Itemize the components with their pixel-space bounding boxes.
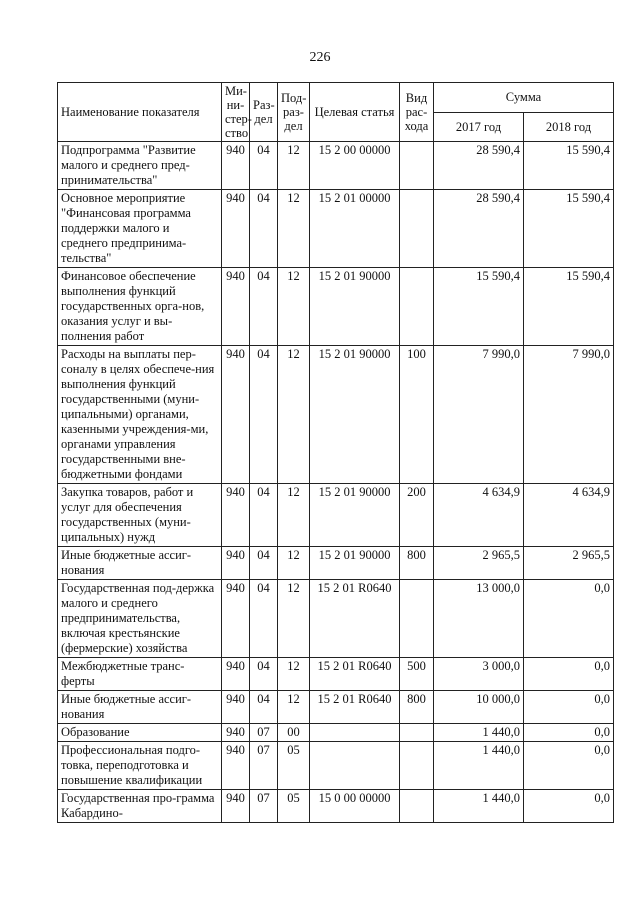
header-sum: Сумма — [434, 83, 614, 113]
cell-sum-2018: 7 990,0 — [524, 346, 614, 484]
cell-expense-type — [400, 724, 434, 742]
cell-target-article: 15 2 00 00000 — [310, 142, 400, 190]
cell-expense-type: 800 — [400, 691, 434, 724]
cell-sum-2017: 1 440,0 — [434, 742, 524, 790]
cell-expense-type: 200 — [400, 484, 434, 547]
cell-subsection: 00 — [278, 724, 310, 742]
cell-target-article: 15 2 01 R0640 — [310, 658, 400, 691]
header-year-2018: 2018 год — [524, 112, 614, 142]
header-target-article: Целевая статья — [310, 83, 400, 142]
cell-section: 04 — [250, 142, 278, 190]
cell-subsection: 12 — [278, 484, 310, 547]
cell-target-article: 15 2 01 90000 — [310, 346, 400, 484]
cell-name: Государственная под-держка малого и среднего предпринимательства, включая крестьянские (фермерские) хозяйства — [58, 580, 222, 658]
cell-section: 04 — [250, 658, 278, 691]
table-row — [58, 547, 614, 580]
cell-expense-type: 100 — [400, 346, 434, 484]
cell-ministry: 940 — [222, 742, 250, 790]
header-name: Наименование показателя — [58, 83, 222, 142]
cell-section: 04 — [250, 268, 278, 346]
cell-subsection: 12 — [278, 691, 310, 724]
cell-sum-2017: 13 000,0 — [434, 580, 524, 658]
cell-name: Профессиональная подго-товка, переподготовка и повышение квалификации — [58, 742, 222, 790]
table-header — [58, 83, 614, 142]
cell-sum-2018: 0,0 — [524, 580, 614, 658]
cell-sum-2017: 28 590,4 — [434, 142, 524, 190]
cell-sum-2018: 4 634,9 — [524, 484, 614, 547]
cell-sum-2017: 4 634,9 — [434, 484, 524, 547]
table-row — [58, 724, 614, 742]
cell-section: 07 — [250, 724, 278, 742]
cell-expense-type — [400, 790, 434, 823]
table-row — [58, 742, 614, 790]
cell-sum-2017: 15 590,4 — [434, 268, 524, 346]
cell-ministry: 940 — [222, 691, 250, 724]
cell-expense-type — [400, 268, 434, 346]
cell-name: Основное мероприятие "Финансовая программа поддержки малого и среднего предпринима-тельства" — [58, 190, 222, 268]
cell-section: 07 — [250, 742, 278, 790]
cell-sum-2018: 0,0 — [524, 724, 614, 742]
header-section: Раз-дел — [250, 83, 278, 142]
cell-name: Финансовое обеспечение выполнения функций государственных орга-нов, оказания услуг и вы-полнения работ — [58, 268, 222, 346]
cell-ministry: 940 — [222, 658, 250, 691]
cell-target-article — [310, 724, 400, 742]
cell-name: Иные бюджетные ассиг-нования — [58, 547, 222, 580]
cell-target-article — [310, 742, 400, 790]
cell-subsection: 05 — [278, 742, 310, 790]
cell-sum-2018: 15 590,4 — [524, 268, 614, 346]
cell-name: Подпрограмма "Развитие малого и среднего пред-принимательства" — [58, 142, 222, 190]
cell-ministry: 940 — [222, 724, 250, 742]
table-body — [58, 142, 614, 823]
cell-expense-type: 800 — [400, 547, 434, 580]
cell-subsection: 12 — [278, 547, 310, 580]
cell-target-article: 15 2 01 90000 — [310, 484, 400, 547]
cell-ministry: 940 — [222, 190, 250, 268]
table-row — [58, 691, 614, 724]
cell-sum-2018: 0,0 — [524, 658, 614, 691]
cell-section: 07 — [250, 790, 278, 823]
cell-sum-2017: 10 000,0 — [434, 691, 524, 724]
cell-expense-type — [400, 742, 434, 790]
cell-name: Образование — [58, 724, 222, 742]
page-number: 226 — [309, 50, 331, 65]
cell-name: Расходы на выплаты пер-соналу в целях обеспече-ния выполнения функций государственными (муни-ципальными) органами, казенными учреждения-ми, органами управления государственными вне-бюджетными фондами — [58, 346, 222, 484]
cell-ministry: 940 — [222, 346, 250, 484]
cell-sum-2017: 2 965,5 — [434, 547, 524, 580]
cell-name: Межбюджетные транс-ферты — [58, 658, 222, 691]
cell-target-article: 15 2 01 R0640 — [310, 580, 400, 658]
cell-subsection: 12 — [278, 580, 310, 658]
cell-ministry: 940 — [222, 580, 250, 658]
cell-name: Закупка товаров, работ и услуг для обеспечения государственных (муни-ципальных) нужд — [58, 484, 222, 547]
cell-section: 04 — [250, 190, 278, 268]
cell-expense-type — [400, 190, 434, 268]
table-row — [58, 790, 614, 823]
cell-section: 04 — [250, 484, 278, 547]
cell-sum-2018: 2 965,5 — [524, 547, 614, 580]
cell-subsection: 12 — [278, 346, 310, 484]
table-row — [58, 658, 614, 691]
cell-sum-2018: 0,0 — [524, 691, 614, 724]
cell-sum-2017: 1 440,0 — [434, 790, 524, 823]
cell-ministry: 940 — [222, 547, 250, 580]
cell-ministry: 940 — [222, 790, 250, 823]
cell-section: 04 — [250, 691, 278, 724]
cell-target-article: 15 2 01 00000 — [310, 190, 400, 268]
cell-name: Иные бюджетные ассиг-нования — [58, 691, 222, 724]
table-row — [58, 580, 614, 658]
cell-sum-2018: 15 590,4 — [524, 142, 614, 190]
cell-subsection: 12 — [278, 658, 310, 691]
cell-subsection: 05 — [278, 790, 310, 823]
cell-target-article: 15 2 01 90000 — [310, 268, 400, 346]
cell-subsection: 12 — [278, 190, 310, 268]
cell-sum-2018: 0,0 — [524, 790, 614, 823]
cell-expense-type: 500 — [400, 658, 434, 691]
cell-subsection: 12 — [278, 142, 310, 190]
cell-subsection: 12 — [278, 268, 310, 346]
cell-target-article: 15 2 01 R0640 — [310, 691, 400, 724]
header-year-2017: 2017 год — [434, 112, 524, 142]
table-row — [58, 268, 614, 346]
table-row — [58, 190, 614, 268]
cell-section: 04 — [250, 547, 278, 580]
cell-name: Государственная про-грамма Кабардино- — [58, 790, 222, 823]
header-expense-type: Вид рас-хода — [400, 83, 434, 142]
cell-sum-2017: 1 440,0 — [434, 724, 524, 742]
cell-sum-2017: 7 990,0 — [434, 346, 524, 484]
budget-table — [57, 82, 614, 823]
cell-ministry: 940 — [222, 142, 250, 190]
cell-sum-2018: 15 590,4 — [524, 190, 614, 268]
header-ministry: Ми-ни-стер-ство — [222, 83, 250, 142]
cell-ministry: 940 — [222, 268, 250, 346]
table-row — [58, 142, 614, 190]
table-row — [58, 484, 614, 547]
header-subsection: Под-раз-дел — [278, 83, 310, 142]
cell-sum-2017: 28 590,4 — [434, 190, 524, 268]
cell-ministry: 940 — [222, 484, 250, 547]
cell-target-article: 15 0 00 00000 — [310, 790, 400, 823]
cell-expense-type — [400, 142, 434, 190]
cell-sum-2017: 3 000,0 — [434, 658, 524, 691]
cell-target-article: 15 2 01 90000 — [310, 547, 400, 580]
cell-expense-type — [400, 580, 434, 658]
cell-section: 04 — [250, 580, 278, 658]
cell-sum-2018: 0,0 — [524, 742, 614, 790]
table-row — [58, 346, 614, 484]
cell-section: 04 — [250, 346, 278, 484]
